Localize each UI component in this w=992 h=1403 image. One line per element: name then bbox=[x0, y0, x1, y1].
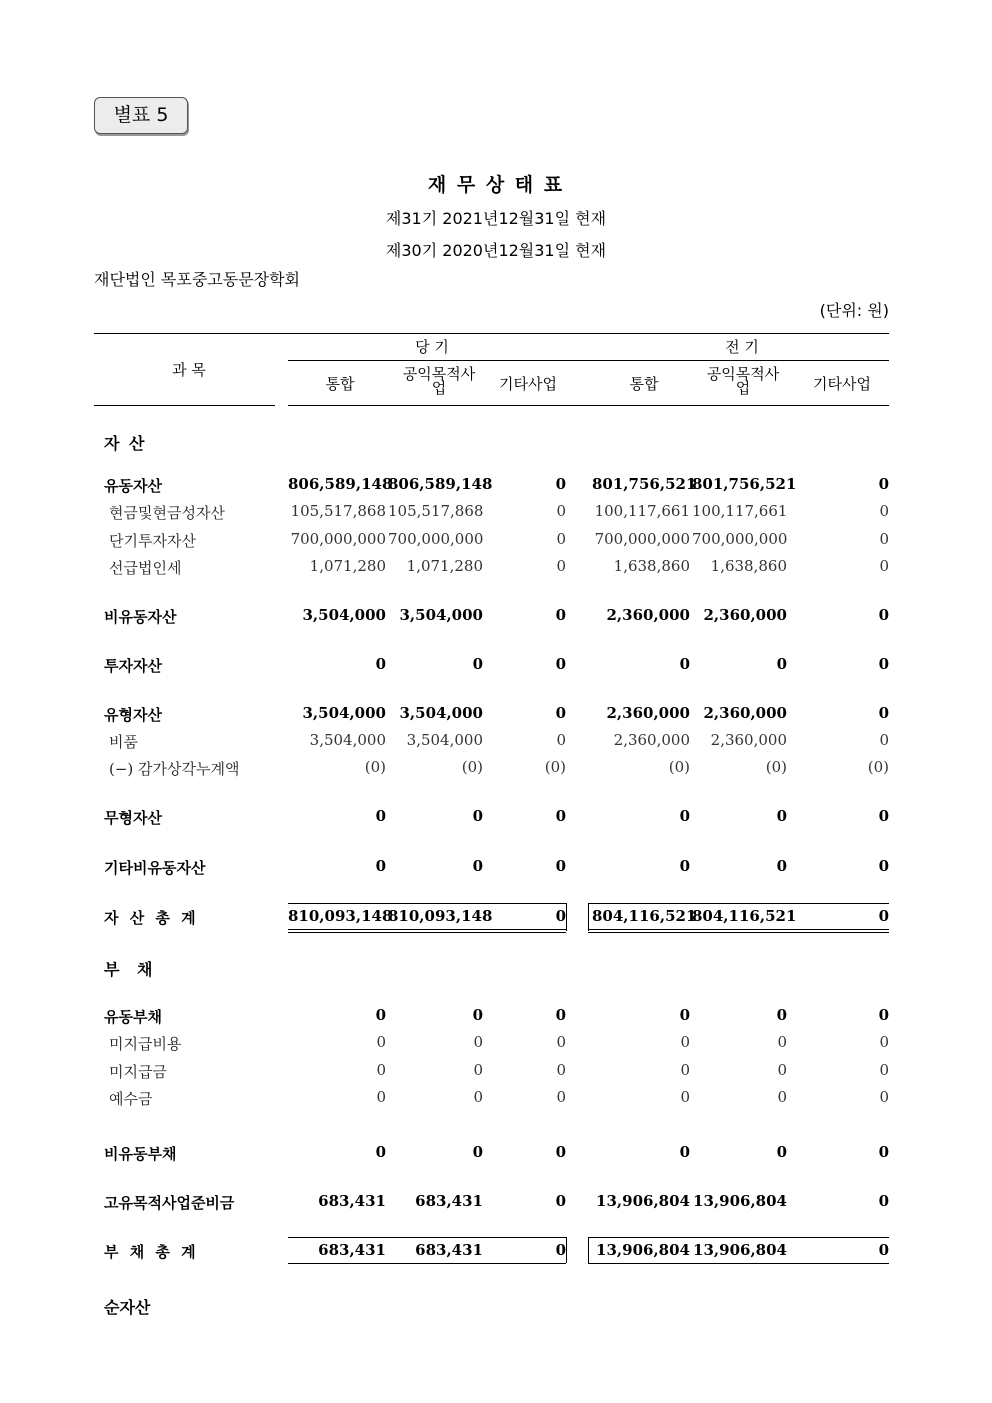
header-account: 과 목 bbox=[172, 361, 206, 379]
row-label: 비품 bbox=[109, 733, 138, 751]
current-other: 0 bbox=[556, 502, 566, 520]
prior-total: 13,906,804 bbox=[596, 1241, 690, 1259]
current-total: 806,589,148 bbox=[288, 475, 393, 493]
prior-total: 700,000,000 bbox=[594, 530, 690, 548]
row-label: 예수금 bbox=[109, 1090, 153, 1108]
prior-total: 13,906,804 bbox=[596, 1192, 690, 1210]
total-liabilities-bottom-rule-current bbox=[288, 1263, 566, 1264]
row-label: (−) 감가상각누계액 bbox=[109, 760, 240, 778]
current-other: 0 bbox=[556, 530, 566, 548]
prior-total: 2,360,000 bbox=[606, 704, 690, 722]
prior-total: 801,756,521 bbox=[592, 475, 697, 493]
current-public: 0 bbox=[472, 1006, 483, 1024]
current-total: 105,517,868 bbox=[290, 502, 386, 520]
prior-other: 0 bbox=[878, 655, 889, 673]
current-public: 1,071,280 bbox=[406, 557, 483, 575]
row-label: 무형자산 bbox=[104, 809, 162, 827]
current-total: 810,093,148 bbox=[288, 907, 393, 925]
organization-name: 재단법인 목포중고동문장학회 bbox=[94, 270, 301, 289]
prior-other: 0 bbox=[879, 1088, 889, 1106]
prior-other: 0 bbox=[878, 606, 889, 624]
prior-public: 2,360,000 bbox=[710, 731, 787, 749]
prior-public: 700,000,000 bbox=[692, 530, 788, 548]
prior-total: (0) bbox=[668, 758, 690, 776]
table-row bbox=[0, 502, 992, 526]
statement-title: 재 무 상 태 표 bbox=[427, 174, 565, 196]
current-other: 0 bbox=[555, 704, 566, 722]
period-current: 제31기 2021년12월31일 현재 bbox=[385, 209, 607, 228]
prior-total: 0 bbox=[679, 857, 690, 875]
prior-public: 100,117,661 bbox=[692, 502, 788, 520]
header-current-total: 통합 bbox=[325, 375, 355, 393]
header-prior-other: 기타사업 bbox=[813, 375, 871, 393]
period-prior: 제30기 2020년12월31일 현재 bbox=[385, 241, 607, 260]
header-mid-rule bbox=[288, 360, 889, 361]
table-row bbox=[0, 1192, 992, 1216]
table-row bbox=[0, 606, 992, 630]
prior-public: 2,360,000 bbox=[703, 704, 787, 722]
row-label: 기타비유동자산 bbox=[104, 859, 206, 877]
prior-other: 0 bbox=[879, 731, 889, 749]
current-other: 0 bbox=[555, 1006, 566, 1024]
row-label: 미지급금 bbox=[109, 1063, 167, 1081]
current-total: 683,431 bbox=[318, 1241, 386, 1259]
row-label: 투자자산 bbox=[104, 657, 162, 675]
current-public: 0 bbox=[473, 1061, 483, 1079]
prior-public: 13,906,804 bbox=[693, 1241, 787, 1259]
prior-total: 0 bbox=[679, 1006, 690, 1024]
current-other: 0 bbox=[556, 557, 566, 575]
prior-total: 100,117,661 bbox=[594, 502, 690, 520]
appendix-badge: 별표 5 bbox=[94, 97, 188, 134]
current-public: 0 bbox=[472, 857, 483, 875]
table-row bbox=[0, 1061, 992, 1085]
prior-other: 0 bbox=[879, 1033, 889, 1051]
current-other: 0 bbox=[555, 1241, 566, 1259]
prior-other: 0 bbox=[879, 502, 889, 520]
prior-public: 2,360,000 bbox=[703, 606, 787, 624]
table-row bbox=[0, 1143, 992, 1167]
total-liabilities-bottom-rule-prior bbox=[588, 1263, 889, 1264]
prior-total: 0 bbox=[680, 1033, 690, 1051]
row-label: 단기투자자산 bbox=[109, 532, 196, 550]
prior-other: 0 bbox=[879, 557, 889, 575]
table-row bbox=[0, 557, 992, 581]
section-net-assets: 순자산 bbox=[104, 1298, 151, 1317]
row-label: 현금및현금성자산 bbox=[109, 504, 225, 522]
prior-other: 0 bbox=[878, 907, 889, 925]
table-row bbox=[0, 731, 992, 755]
prior-public: 0 bbox=[777, 1061, 787, 1079]
prior-other: 0 bbox=[878, 704, 889, 722]
current-public: 806,589,148 bbox=[388, 475, 493, 493]
prior-other: 0 bbox=[878, 1143, 889, 1161]
prior-public: 0 bbox=[777, 1088, 787, 1106]
table-row bbox=[0, 530, 992, 554]
current-public: (0) bbox=[461, 758, 483, 776]
header-current-other: 기타사업 bbox=[499, 375, 557, 393]
current-public: 683,431 bbox=[415, 1192, 483, 1210]
prior-public: 804,116,521 bbox=[692, 907, 797, 925]
current-total: 683,431 bbox=[318, 1192, 386, 1210]
row-label: 고유목적사업준비금 bbox=[104, 1194, 235, 1212]
current-public: 810,093,148 bbox=[388, 907, 493, 925]
header-current-period: 당 기 bbox=[415, 338, 449, 356]
current-other: (0) bbox=[544, 758, 566, 776]
prior-total: 2,360,000 bbox=[613, 731, 690, 749]
current-public: 0 bbox=[472, 1143, 483, 1161]
current-public: 700,000,000 bbox=[388, 530, 484, 548]
row-label: 유동부채 bbox=[104, 1008, 162, 1026]
prior-total: 0 bbox=[680, 1088, 690, 1106]
unit-label: (단위: 원) bbox=[819, 301, 889, 320]
current-public: 0 bbox=[473, 1033, 483, 1051]
current-total: 0 bbox=[375, 1006, 386, 1024]
header-top-rule bbox=[94, 333, 889, 334]
row-label: 부 채 총 계 bbox=[104, 1243, 199, 1261]
current-other: 0 bbox=[556, 731, 566, 749]
prior-other: 0 bbox=[879, 1061, 889, 1079]
prior-other: 0 bbox=[878, 1192, 889, 1210]
prior-total: 804,116,521 bbox=[592, 907, 697, 925]
current-total: 3,504,000 bbox=[302, 606, 386, 624]
table-row bbox=[0, 1006, 992, 1030]
table-row bbox=[0, 1088, 992, 1112]
row-label: 자 산 총 계 bbox=[104, 909, 199, 927]
prior-total: 2,360,000 bbox=[606, 606, 690, 624]
prior-total: 0 bbox=[679, 807, 690, 825]
prior-public: 1,638,860 bbox=[710, 557, 787, 575]
prior-public: 801,756,521 bbox=[692, 475, 797, 493]
current-public: 3,504,000 bbox=[406, 731, 483, 749]
total-assets-double-rule-current bbox=[288, 929, 566, 933]
prior-public: (0) bbox=[765, 758, 787, 776]
current-total: (0) bbox=[364, 758, 386, 776]
total-assets-double-rule-prior bbox=[588, 929, 889, 933]
table-row bbox=[0, 758, 992, 782]
current-total: 3,504,000 bbox=[309, 731, 386, 749]
current-other: 0 bbox=[555, 475, 566, 493]
row-label: 선급법인세 bbox=[109, 559, 182, 577]
current-other: 0 bbox=[556, 1088, 566, 1106]
current-total: 0 bbox=[375, 807, 386, 825]
prior-public: 0 bbox=[776, 655, 787, 673]
current-other: 0 bbox=[555, 807, 566, 825]
table-row bbox=[0, 857, 992, 881]
current-public: 0 bbox=[472, 807, 483, 825]
prior-public: 0 bbox=[776, 857, 787, 875]
row-label: 미지급비용 bbox=[109, 1035, 182, 1053]
current-total: 0 bbox=[375, 655, 386, 673]
current-other: 0 bbox=[555, 907, 566, 925]
current-total: 700,000,000 bbox=[290, 530, 386, 548]
total-assets-top-rule-current bbox=[288, 903, 566, 904]
header-prior-public: 공익목적사 업 bbox=[706, 365, 780, 397]
row-label: 유형자산 bbox=[104, 706, 162, 724]
prior-other: 0 bbox=[878, 1006, 889, 1024]
current-total: 0 bbox=[375, 1143, 386, 1161]
prior-other: 0 bbox=[878, 857, 889, 875]
current-total: 0 bbox=[376, 1088, 386, 1106]
current-other: 0 bbox=[555, 655, 566, 673]
prior-other: 0 bbox=[878, 1241, 889, 1259]
row-label: 비유동자산 bbox=[104, 608, 177, 626]
header-bottom-rule-left bbox=[94, 405, 275, 406]
prior-public: 0 bbox=[776, 1006, 787, 1024]
current-total: 0 bbox=[375, 857, 386, 875]
table-row bbox=[0, 1033, 992, 1057]
prior-public: 0 bbox=[776, 807, 787, 825]
current-other: 0 bbox=[555, 1143, 566, 1161]
prior-total: 0 bbox=[679, 1143, 690, 1161]
current-public: 0 bbox=[473, 1088, 483, 1106]
current-public: 105,517,868 bbox=[388, 502, 484, 520]
prior-other: 0 bbox=[878, 475, 889, 493]
table-row bbox=[0, 704, 992, 728]
prior-public: 0 bbox=[776, 1143, 787, 1161]
current-other: 0 bbox=[555, 1192, 566, 1210]
total-assets-top-rule-prior bbox=[588, 903, 889, 904]
current-public: 683,431 bbox=[415, 1241, 483, 1259]
table-row bbox=[0, 907, 992, 931]
prior-public: 0 bbox=[777, 1033, 787, 1051]
total-liabilities-top-rule-current bbox=[288, 1237, 566, 1238]
header-prior-total: 통합 bbox=[629, 375, 659, 393]
current-public: 3,504,000 bbox=[399, 606, 483, 624]
current-other: 0 bbox=[555, 857, 566, 875]
current-total: 1,071,280 bbox=[309, 557, 386, 575]
table-row bbox=[0, 807, 992, 831]
current-public: 3,504,000 bbox=[399, 704, 483, 722]
total-liabilities-top-rule-prior bbox=[588, 1237, 889, 1238]
header-current-public: 공익목적사 업 bbox=[402, 365, 476, 397]
table-row bbox=[0, 1241, 992, 1265]
prior-total: 0 bbox=[680, 1061, 690, 1079]
prior-other: 0 bbox=[879, 530, 889, 548]
prior-public: 13,906,804 bbox=[693, 1192, 787, 1210]
table-row bbox=[0, 475, 992, 499]
prior-total: 1,638,860 bbox=[613, 557, 690, 575]
row-label: 비유동부채 bbox=[104, 1145, 177, 1163]
current-other: 0 bbox=[555, 606, 566, 624]
header-bottom-rule-right bbox=[288, 405, 889, 406]
prior-other: (0) bbox=[867, 758, 889, 776]
current-public: 0 bbox=[472, 655, 483, 673]
current-total: 3,504,000 bbox=[302, 704, 386, 722]
header-prior-period: 전 기 bbox=[725, 338, 759, 356]
current-total: 0 bbox=[376, 1033, 386, 1051]
prior-other: 0 bbox=[878, 807, 889, 825]
row-label: 유동자산 bbox=[104, 477, 162, 495]
table-row bbox=[0, 655, 992, 679]
section-assets: 자 산 bbox=[104, 434, 147, 453]
current-other: 0 bbox=[556, 1061, 566, 1079]
section-liabilities: 부 채 bbox=[104, 960, 159, 979]
current-other: 0 bbox=[556, 1033, 566, 1051]
prior-total: 0 bbox=[679, 655, 690, 673]
current-total: 0 bbox=[376, 1061, 386, 1079]
